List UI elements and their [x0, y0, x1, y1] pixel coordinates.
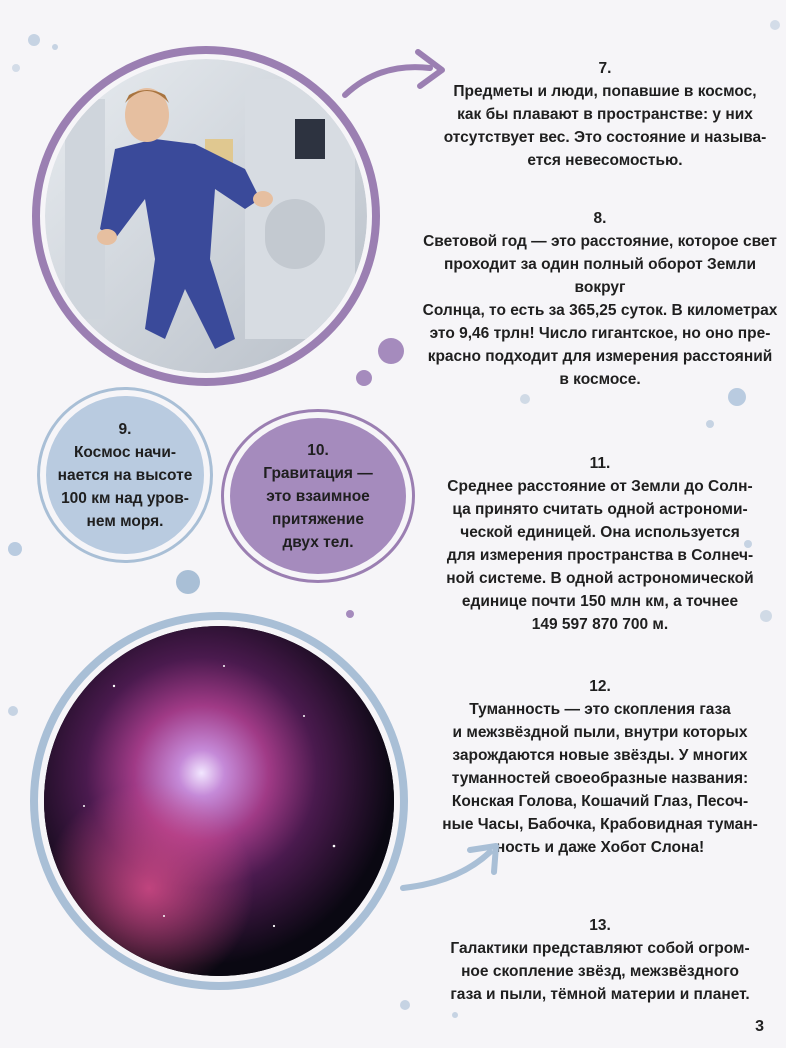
fact-7: [440, 57, 770, 172]
fact-number: 13.: [589, 917, 611, 934]
fact-line: ческой единицей. Она используется: [460, 524, 740, 541]
fact-line: в космосе.: [559, 371, 641, 388]
nebula-photo-frame: [30, 612, 408, 990]
fact-line: ца принято считать одной астрономи-: [452, 501, 748, 518]
astronaut-photo-frame: [32, 46, 380, 386]
arrow-to-fact-12: [398, 840, 518, 910]
fact-line: газа и пыли, тёмной материи и планет.: [450, 986, 750, 1003]
fact-number: 8.: [593, 210, 607, 227]
fact-line: проходит за один полный оборот Земли вокруг: [443, 256, 757, 296]
fact-line: как бы плавают в пространстве: у них: [457, 106, 753, 123]
fact-9-bubble: [40, 390, 210, 560]
fact-line: отсутствует вес. Это состояние и называ-: [443, 129, 767, 146]
fact-line: для измерения пространства в Солнеч-: [446, 547, 754, 564]
fact-line: Предметы и люди, попавшие в космос,: [453, 83, 757, 100]
fact-line: 100 км над уров-: [61, 489, 189, 507]
fact-line: это взаимное: [266, 487, 370, 505]
fact-line: единице почти 150 млн км, а точнее: [461, 593, 739, 610]
fact-line: Среднее расстояние от Земли до Солн-: [447, 478, 753, 495]
fact-line: Гравитация —: [263, 464, 373, 482]
fact-line: ность и даже Хобот Слона!: [495, 839, 705, 856]
fact-line: Световой год — это расстояние, которое свет: [423, 233, 777, 250]
fact-8: [420, 207, 780, 391]
fact-line: Солнца, то есть за 365,25 суток. В километрах: [422, 302, 778, 319]
fact-line: ное скопление звёзд, межзвёздного: [461, 963, 739, 980]
fact-13: [440, 914, 760, 1006]
fact-line: Туманность — это скопления газа: [469, 701, 731, 718]
fact-number: 9.: [118, 420, 132, 438]
fact-line: Конская Голова, Кошачий Глаз, Песоч-: [451, 793, 749, 810]
astronaut-photo: [45, 59, 367, 373]
nebula-photo: [44, 626, 394, 976]
fact-line: красно подходит для измерения расстояний: [427, 348, 773, 365]
fact-line: нается на высоте: [57, 466, 193, 484]
fact-number: 12.: [589, 678, 611, 695]
fact-line: и межзвёздной пыли, внутри которых: [452, 724, 748, 741]
fact-11: [440, 452, 760, 636]
fact-line: ной системе. В одной астрономической: [446, 570, 754, 587]
fact-line: Галактики представляют собой огром-: [450, 940, 750, 957]
fact-line: нем моря.: [86, 512, 164, 530]
fact-line: ется невесомостью.: [527, 152, 683, 169]
page-number: 3: [755, 1018, 764, 1035]
fact-line: двух тел.: [282, 533, 354, 551]
fact-line: ные Часы, Бабочка, Крабовидная туман-: [442, 816, 758, 833]
fact-line: 149 597 870 700 м.: [531, 616, 669, 633]
fact-number: 7.: [598, 60, 612, 77]
fact-line: Космос начи-: [73, 443, 177, 461]
fact-line: притяжение: [272, 510, 364, 528]
fact-line: зарождаются новые звёзды. У многих: [452, 747, 748, 764]
fact-number: 10.: [307, 441, 329, 459]
fact-12: [440, 675, 760, 859]
fact-line: это 9,46 трлн! Число гигантское, но оно пре-: [429, 325, 771, 342]
fact-line: туманностей своеобразные названия:: [451, 770, 749, 787]
fact-number: 11.: [589, 455, 611, 472]
fact-10-bubble: [224, 412, 412, 580]
